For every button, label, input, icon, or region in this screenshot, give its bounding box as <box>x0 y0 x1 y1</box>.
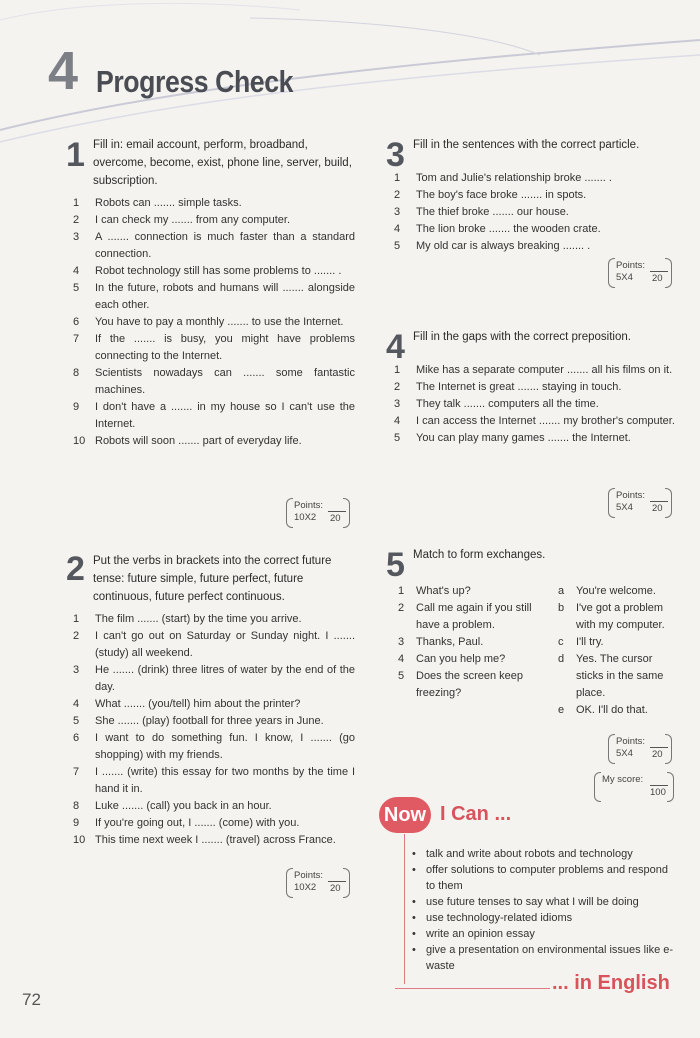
list-item <box>394 204 680 221</box>
match-label: d <box>558 653 565 665</box>
item-text: The lion broke ....... the wooden crate. <box>416 223 601 235</box>
match-text: What's up? <box>416 585 471 597</box>
item-text: If the ....... is busy, you might have problems connecting to the Internet. <box>95 333 355 362</box>
bullet-icon: • <box>412 944 416 956</box>
match-text: Thanks, Paul. <box>416 636 484 648</box>
match-item <box>398 583 542 600</box>
item-number: 2 <box>394 381 401 393</box>
bullet-icon: • <box>412 864 416 876</box>
bullet-icon: • <box>412 848 416 860</box>
i-can-item <box>412 862 680 894</box>
exercise-1-instruction: Fill in: email account, perform, broadband, overcome, become, exist, phone line, server, build, subscription. <box>93 139 352 187</box>
list-item <box>394 238 680 255</box>
i-can-item <box>412 894 680 910</box>
item-text: He ....... (drink) three litres of water by the end of the day. <box>95 664 355 693</box>
i-can-item <box>412 846 680 862</box>
points-denominator: 5X4 <box>616 748 633 759</box>
list-item <box>394 362 680 379</box>
exercise-3-instruction: Fill in the sentences with the correct particle. <box>413 139 640 151</box>
item-number: 3 <box>73 231 80 243</box>
list-item <box>73 713 355 730</box>
list-item <box>73 263 355 280</box>
item-text: A ....... connection is much faster than a standard connection. <box>95 231 355 260</box>
item-text: She ....... (play) football for three years in June. <box>95 715 324 727</box>
item-text: Robots will soon ....... part of everyday life. <box>95 435 302 447</box>
match-text: I'll try. <box>576 636 604 648</box>
item-number: 4 <box>394 415 401 427</box>
list-item <box>73 832 355 849</box>
item-text: If you're going out, I ....... (come) with you. <box>95 817 300 829</box>
i-can-item <box>412 926 680 942</box>
score-total: 100 <box>650 787 666 798</box>
item-number: 3 <box>394 398 401 410</box>
exercise-2-number: 2 <box>66 550 85 588</box>
item-number: 3 <box>394 206 401 218</box>
points-denominator: 10X2 <box>294 882 317 893</box>
match-text: I've got a problem with my computer. <box>576 602 665 631</box>
match-item <box>398 668 542 702</box>
item-text: This time next week I ....... (travel) across France. <box>95 834 336 846</box>
bullet-icon: • <box>412 896 416 908</box>
unit-number: 4 <box>48 41 79 101</box>
match-label: e <box>558 704 565 716</box>
list-item <box>73 399 355 433</box>
points-total: 20 <box>652 503 663 514</box>
list-item <box>73 798 355 815</box>
item-number: 1 <box>73 613 80 625</box>
item-number: 9 <box>73 401 80 413</box>
item-number: 1 <box>394 172 401 184</box>
points-label: Points: <box>616 736 646 747</box>
exercise-5-points <box>608 734 672 764</box>
exercise-2-points <box>286 868 350 898</box>
item-text: I can access the Internet ....... my brother's computer. <box>416 415 675 427</box>
exercise-4-number: 4 <box>386 328 405 366</box>
item-text: I don't have a ....... in my house so I can't use the Internet. <box>95 401 355 430</box>
list-item <box>394 379 680 396</box>
points-denominator: 5X4 <box>616 502 633 513</box>
match-item <box>558 583 680 600</box>
list-item <box>73 331 355 365</box>
i-can-text: write an opinion essay <box>426 928 535 940</box>
item-text: Luke ....... (call) you back in an hour. <box>95 800 272 812</box>
item-text: The Internet is great ....... staying in touch. <box>416 381 622 393</box>
i-can-text: use future tenses to say what I will be doing <box>426 896 639 908</box>
page-number: 72 <box>22 990 41 1009</box>
i-can-item <box>412 942 680 974</box>
list-item <box>73 212 355 229</box>
match-item <box>398 634 542 651</box>
points-total: 20 <box>330 513 341 524</box>
item-number: 8 <box>73 367 80 379</box>
match-item <box>558 651 680 702</box>
exercise-2-items <box>73 611 355 849</box>
points-label: Points: <box>616 260 646 271</box>
exercise-1-number: 1 <box>66 136 85 174</box>
list-item <box>394 396 680 413</box>
match-label: 1 <box>398 585 405 597</box>
item-text: I can't go out on Saturday or Sunday night. I ....... (study) all weekend. <box>95 630 355 659</box>
exercise-4-instruction: Fill in the gaps with the correct preposition. <box>413 331 631 343</box>
exercise-4-items <box>394 362 680 447</box>
item-number: 5 <box>73 715 80 727</box>
list-item <box>394 413 680 430</box>
exercise-5-number: 5 <box>386 546 405 584</box>
points-total: 20 <box>330 883 341 894</box>
list-item <box>73 611 355 628</box>
exercise-5-instruction: Match to form exchanges. <box>413 549 546 561</box>
item-text: You can play many games ....... the Internet. <box>416 432 631 444</box>
exercise-4-points <box>608 488 672 518</box>
item-number: 4 <box>73 265 80 277</box>
match-item <box>398 651 542 668</box>
list-item <box>394 430 680 447</box>
match-text: Call me again if you still have a problem. <box>416 602 532 631</box>
match-text: OK. I'll do that. <box>576 704 648 716</box>
item-number: 10 <box>73 435 86 447</box>
match-item <box>558 600 680 634</box>
points-blank <box>328 881 346 882</box>
item-number: 1 <box>73 197 80 209</box>
item-text: I ....... (write) this essay for two months by the time I hand it in. <box>95 766 355 795</box>
points-denominator: 10X2 <box>294 512 317 523</box>
list-item <box>73 195 355 212</box>
list-item <box>73 280 355 314</box>
item-text: Tom and Julie's relationship broke ....... . <box>416 172 612 184</box>
red-divider-vertical <box>404 834 405 984</box>
item-number: 2 <box>73 630 80 642</box>
item-number: 6 <box>73 316 80 328</box>
i-can-text: talk and write about robots and technology <box>426 848 633 860</box>
item-text: The boy's face broke ....... in spots. <box>416 189 587 201</box>
item-text: You have to pay a monthly ....... to use the Internet. <box>95 316 344 328</box>
match-label: b <box>558 602 565 614</box>
list-item <box>73 662 355 696</box>
item-number: 7 <box>73 333 80 345</box>
item-number: 4 <box>394 223 401 235</box>
item-text: I want to do something fun. I know, I ....... (go shopping) with my friends. <box>95 732 355 761</box>
item-text: I can check my ....... from any computer. <box>95 214 291 226</box>
points-total: 20 <box>652 749 663 760</box>
item-text: Scientists nowadays can ....... some fantastic machines. <box>95 367 355 396</box>
list-item <box>73 764 355 798</box>
match-label: c <box>558 636 564 648</box>
list-item <box>73 628 355 662</box>
points-total: 20 <box>652 273 663 284</box>
list-item <box>73 696 355 713</box>
item-text: The thief broke ....... our house. <box>416 206 569 218</box>
list-item <box>73 365 355 399</box>
points-blank <box>650 501 668 502</box>
list-item <box>73 433 355 450</box>
match-label: 4 <box>398 653 405 665</box>
points-label: Points: <box>294 500 324 511</box>
list-item <box>73 730 355 764</box>
list-item <box>73 815 355 832</box>
exercise-3-items <box>394 170 680 255</box>
item-text: What ....... (you/tell) him about the printer? <box>95 698 301 710</box>
i-can-text: give a presentation on environmental issues like e-waste <box>426 944 674 972</box>
exercise-1-points <box>286 498 350 528</box>
item-number: 6 <box>73 732 80 744</box>
my-score <box>594 772 674 802</box>
item-number: 3 <box>73 664 80 676</box>
item-number: 2 <box>394 189 401 201</box>
item-number: 10 <box>73 834 86 846</box>
list-item <box>73 229 355 263</box>
now-badge: Now <box>379 797 431 833</box>
match-item <box>558 702 680 719</box>
item-number: 4 <box>73 698 80 710</box>
points-label: Points: <box>294 870 324 881</box>
match-text: Yes. The cursor sticks in the same place. <box>576 653 664 699</box>
item-text: They talk ....... computers all the time. <box>416 398 599 410</box>
item-number: 5 <box>394 432 401 444</box>
red-divider-horizontal <box>395 988 550 989</box>
item-number: 2 <box>73 214 80 226</box>
item-number: 7 <box>73 766 80 778</box>
match-label: 5 <box>398 670 405 682</box>
points-denominator: 5X4 <box>616 272 633 283</box>
match-label: 2 <box>398 602 405 614</box>
list-item <box>394 187 680 204</box>
item-number: 9 <box>73 817 80 829</box>
item-number: 8 <box>73 800 80 812</box>
item-text: The film ....... (start) by the time you arrive. <box>95 613 302 625</box>
match-text: Does the screen keep freezing? <box>416 670 524 699</box>
match-text: Can you help me? <box>416 653 506 665</box>
item-text: In the future, robots and humans will ....... alongside each other. <box>95 282 355 311</box>
item-number: 5 <box>394 240 401 252</box>
list-item <box>394 221 680 238</box>
list-item <box>73 314 355 331</box>
match-label: 3 <box>398 636 405 648</box>
exercise-5-right-column <box>558 583 680 719</box>
match-label: a <box>558 585 565 597</box>
item-text: Robots can ....... simple tasks. <box>95 197 242 209</box>
item-number: 5 <box>73 282 80 294</box>
points-label: Points: <box>616 490 646 501</box>
page-title: Progress Check <box>96 64 293 99</box>
match-text: You're welcome. <box>576 585 656 597</box>
i-can-text: offer solutions to computer problems and respond to them <box>426 864 668 892</box>
exercise-3-number: 3 <box>386 136 405 174</box>
list-item <box>394 170 680 187</box>
points-blank <box>650 271 668 272</box>
i-can-item <box>412 910 680 926</box>
item-number: 1 <box>394 364 401 376</box>
i-can-list <box>412 846 680 974</box>
i-can-heading: I Can ... <box>440 803 512 825</box>
match-item <box>398 600 542 634</box>
item-text: Mike has a separate computer ....... all his films on it. <box>416 364 673 376</box>
in-english-footer: ... in English <box>552 972 670 994</box>
bullet-icon: • <box>412 928 416 940</box>
score-blank <box>650 785 668 786</box>
bullet-icon: • <box>412 912 416 924</box>
exercise-5-left-column <box>398 583 542 702</box>
exercise-2-instruction: Put the verbs in brackets into the correct future tense: future simple, future perfect, future continuous, future perfect continuous. <box>93 555 332 603</box>
item-text: Robot technology still has some problems to ....... . <box>95 265 342 277</box>
i-can-text: use technology-related idioms <box>426 912 573 924</box>
item-text: My old car is always breaking ....... . <box>416 240 591 252</box>
score-label: My score: <box>602 774 644 785</box>
exercise-3-points <box>608 258 672 288</box>
points-blank <box>650 747 668 748</box>
match-item <box>558 634 680 651</box>
points-blank <box>328 511 346 512</box>
exercise-1-items <box>73 195 355 450</box>
